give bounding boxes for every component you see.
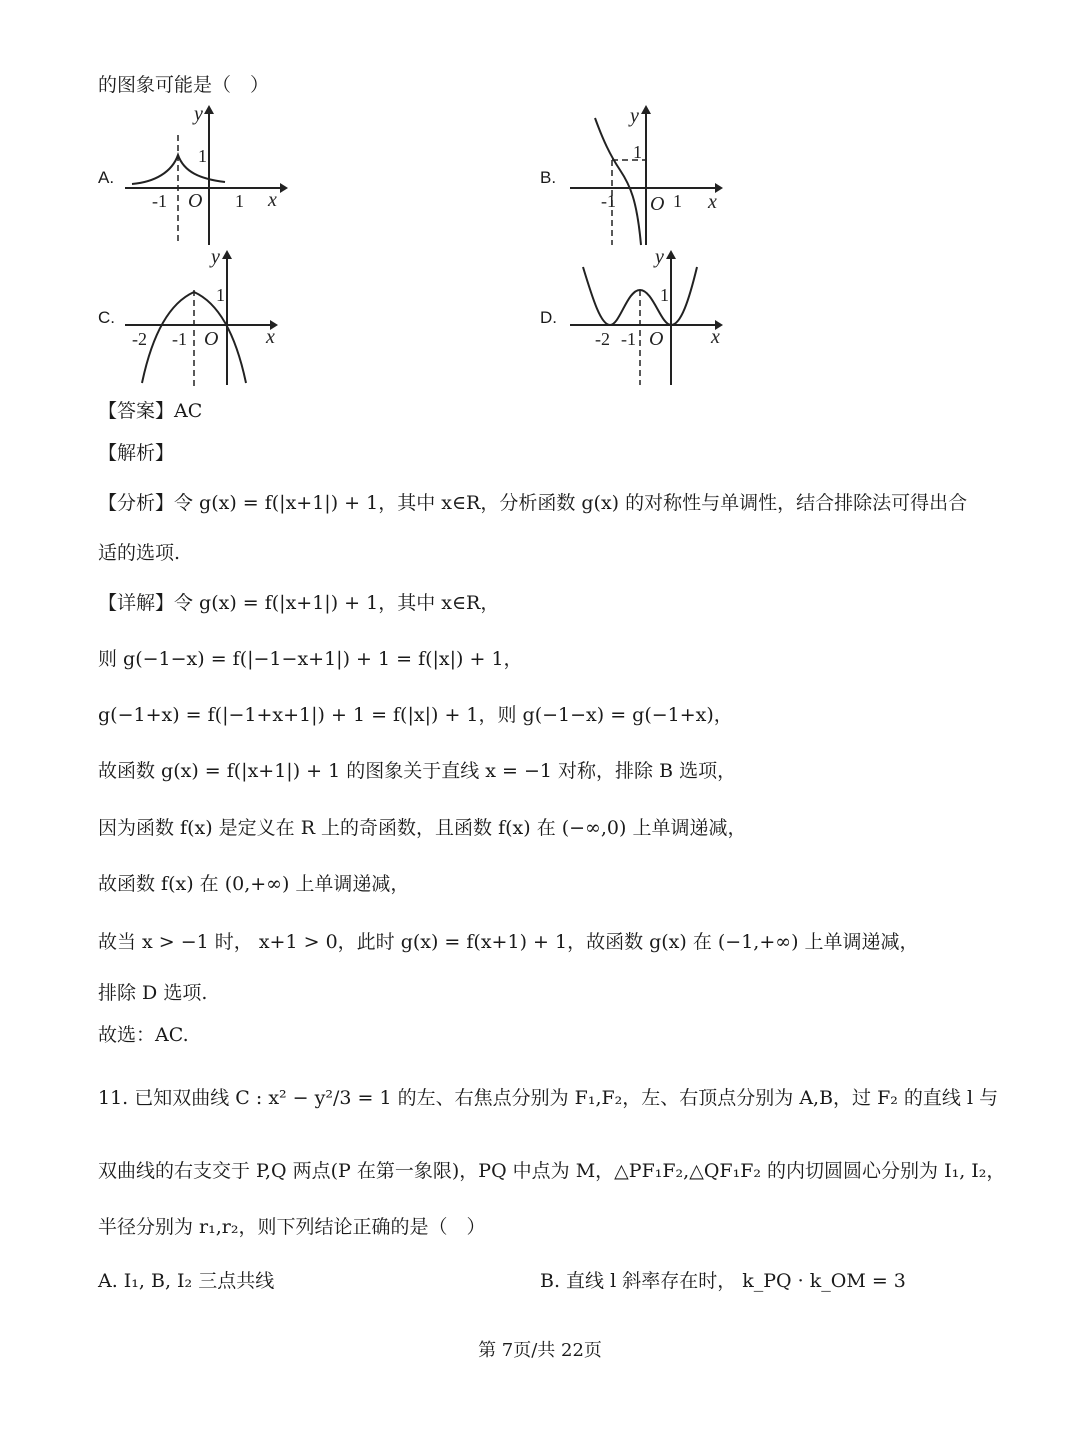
graph-c [120,245,290,394]
tick-label: -2 [132,329,147,349]
solution-line: 排除 D 选项. [98,982,208,1004]
curve-b [595,118,641,245]
tick-label: -1 [152,191,167,211]
solution-line: 【详解】令 g(x) = f(|x+1|) + 1，其中 x∈R， [98,592,500,614]
solution-line: 则 g(−1−x) = f(|−1−x+1|) + 1 = f(|x|) + 1， [98,648,523,670]
origin-label: O [204,328,219,350]
option-b-label: B. [540,168,557,187]
q11-line3: 半径分别为 r₁,r₂，则下列结论正确的是（ ） [98,1216,486,1238]
graph-d [565,245,735,394]
solution-line: g(−1+x) = f(|−1+x+1|) + 1 = f(|x|) + 1，则 g(−1−x) = g(−1+x)， [98,704,733,726]
tick-label: 1 [216,285,225,305]
x-axis-label: x [711,326,720,348]
solution-line: 【分析】令 g(x) = f(|x+1|) + 1，其中 x∈R，分析函数 g(x) 的对称性与单调性，结合排除法可得出合 [98,492,968,514]
y-axis-label: y [211,246,220,268]
tick-label: -2 [595,329,610,349]
page-footer: 第 7页/共 22页 [478,1340,602,1361]
origin-label: O [188,190,203,212]
tick-label: -1 [172,329,187,349]
y-arrow [666,250,676,259]
x-axis-label: x [708,191,717,213]
option-d-label: D. [540,308,557,327]
solution-line: 因为函数 f(x) 是定义在 R 上的奇函数，且函数 f(x) 在 (−∞,0) 上单调递减， [98,817,747,839]
tick-label: 1 [235,191,244,211]
y-axis-label: y [655,246,664,268]
graph-a [120,100,290,254]
q11-line1: 11. 已知双曲线 C : x² − y²/3 = 1 的左、右焦点分别为 F₁,F₂，左、右顶点分别为 A,B，过 F₂ 的直线 l 与 [98,1087,999,1109]
y-arrow [641,105,651,114]
y-axis-label: y [630,105,639,127]
x-arrow [280,183,288,193]
y-axis-label: y [194,103,203,125]
q11-option-b: B. 直线 l 斜率存在时， k_PQ · k_OM = 3 [540,1270,906,1292]
tick-label: -1 [621,329,636,349]
tick-label: 1 [633,142,642,162]
graph-b [565,100,735,254]
q11-line2: 双曲线的右支交于 P,Q 两点(P 在第一象限)，PQ 中点为 M，△PF₁F₂,△QF₁F₂ 的内切圆圆心分别为 I₁, I₂， [98,1160,1006,1182]
tick-label: -1 [601,191,616,211]
q11-option-a: A. I₁, B, I₂ 三点共线 [98,1270,275,1292]
answer: 【答案】AC [98,400,203,422]
option-c-label: C. [98,308,115,327]
analysis-heading: 【解析】 [98,442,175,464]
solution-line: 故选：AC. [98,1024,189,1046]
y-arrow [222,250,232,259]
origin-label: O [650,193,665,215]
tick-label: 1 [673,191,682,211]
tick-label: 1 [660,285,669,305]
y-arrow [204,105,214,114]
x-axis-label: x [268,189,277,211]
tick-label: 1 [198,146,207,166]
question-tail: 的图象可能是（ ） [98,74,270,96]
solution-line: 故当 x > −1 时， x+1 > 0，此时 g(x) = f(x+1) + 1，故函数 g(x) 在 (−1,+∞) 上单调递减， [98,931,919,953]
solution-line: 适的选项. [98,542,181,564]
origin-label: O [649,328,664,350]
solution-line: 故函数 f(x) 在 (0,+∞) 上单调递减， [98,873,410,895]
solution-line: 故函数 g(x) = f(|x+1|) + 1 的图象关于直线 x = −1 对称，排除 B 选项， [98,760,737,782]
option-a-label: A. [98,168,115,187]
x-axis-label: x [266,326,275,348]
